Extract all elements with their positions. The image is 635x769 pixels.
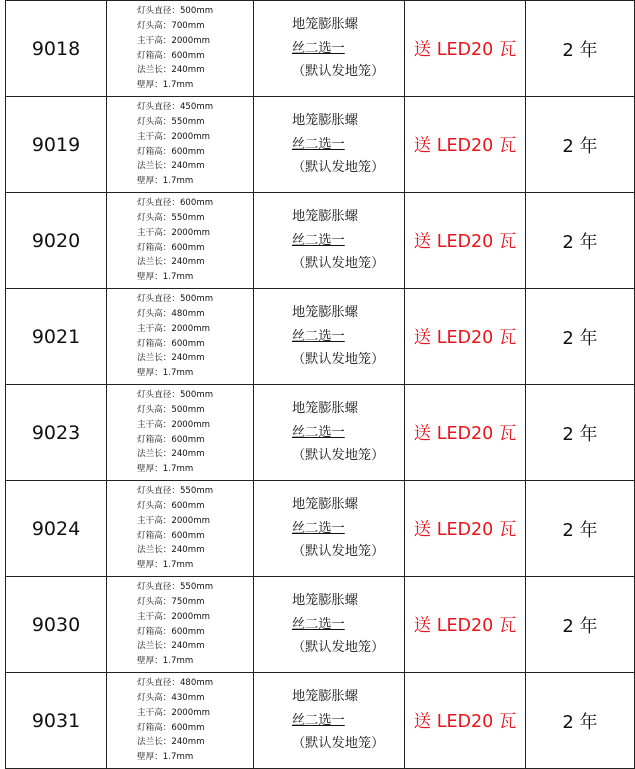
mounting-option-line: （默认发地笼） (292, 64, 385, 80)
gift-offer: 送 LED20 瓦 (405, 1, 526, 97)
mounting-option-line: 地笼膨胀螺 (292, 497, 358, 513)
model-number: 9030 (6, 577, 107, 673)
spec-line: 灯头高：600mm (137, 500, 205, 511)
mounting-option (254, 193, 405, 289)
spec-line: 灯头直径：500mm (137, 6, 214, 17)
mounting-option-line: 地笼膨胀螺 (292, 113, 358, 129)
table-row (6, 289, 635, 385)
mounting-option (254, 481, 405, 577)
spec-line: 主干高：2000mm (137, 515, 210, 526)
table-body (6, 1, 635, 769)
model-number: 9021 (6, 289, 107, 385)
model-number: 9018 (6, 1, 107, 97)
warranty-period: 2 年 (526, 577, 635, 673)
gift-offer: 送 LED20 瓦 (405, 385, 526, 481)
table-row (6, 577, 635, 673)
warranty-period: 2 年 (526, 1, 635, 97)
mounting-option-line: 地笼膨胀螺 (292, 689, 358, 705)
spec-line: 灯箱高：600mm (137, 146, 205, 157)
gift-offer: 送 LED20 瓦 (405, 193, 526, 289)
spec-line: 灯箱高：600mm (137, 530, 205, 541)
spec-line: 灯头直径：500mm (137, 390, 214, 401)
spec-line: 灯头直径：600mm (137, 198, 214, 209)
spec-list (107, 289, 254, 385)
spec-list (107, 577, 254, 673)
spec-line: 灯头高：430mm (137, 692, 205, 703)
mounting-option-line: 丝二选一 (292, 424, 345, 440)
mounting-option (254, 1, 405, 97)
mounting-option-line: 地笼膨胀螺 (292, 401, 358, 417)
mounting-option-line: 丝二选一 (292, 232, 345, 248)
model-number: 9020 (6, 193, 107, 289)
mounting-option-line: 地笼膨胀螺 (292, 593, 358, 609)
mounting-option-line: （默认发地笼） (292, 160, 385, 176)
mounting-option-line: 地笼膨胀螺 (292, 17, 358, 33)
spec-list (107, 673, 254, 769)
spec-list (107, 481, 254, 577)
spec-line: 灯箱高：600mm (137, 626, 205, 637)
spec-line: 法兰长：240mm (137, 161, 205, 172)
spec-list (107, 97, 254, 193)
model-number: 9024 (6, 481, 107, 577)
model-number: 9023 (6, 385, 107, 481)
spec-line: 灯箱高：600mm (137, 242, 205, 253)
spec-line: 灯箱高：600mm (137, 722, 205, 733)
spec-line: 主干高：2000mm (137, 131, 210, 142)
model-number: 9031 (6, 673, 107, 769)
mounting-option-line: 地笼膨胀螺 (292, 209, 358, 225)
spec-line: 灯头直径：480mm (137, 678, 214, 689)
spec-line: 灯头高：750mm (137, 596, 205, 607)
warranty-period: 2 年 (526, 289, 635, 385)
product-spec-table (5, 0, 635, 769)
spec-line: 壁厚：1.7mm (137, 80, 194, 91)
spec-list (107, 385, 254, 481)
spec-line: 灯箱高：600mm (137, 434, 205, 445)
spec-line: 壁厚：1.7mm (137, 176, 194, 187)
mounting-option-line: 丝二选一 (292, 136, 345, 152)
warranty-period: 2 年 (526, 673, 635, 769)
spec-list (107, 1, 254, 97)
spec-line: 法兰长：240mm (137, 737, 205, 748)
spec-line: 法兰长：240mm (137, 353, 205, 364)
spec-line: 壁厚：1.7mm (137, 560, 194, 571)
spec-line: 法兰长：240mm (137, 65, 205, 76)
spec-line: 壁厚：1.7mm (137, 464, 194, 475)
warranty-period: 2 年 (526, 97, 635, 193)
spec-line: 壁厚：1.7mm (137, 656, 194, 667)
spec-line: 灯头直径：550mm (137, 486, 214, 497)
mounting-option-line: （默认发地笼） (292, 736, 385, 752)
spec-line: 壁厚：1.7mm (137, 272, 194, 283)
gift-offer: 送 LED20 瓦 (405, 97, 526, 193)
spec-line: 灯箱高：600mm (137, 338, 205, 349)
spec-line: 主干高：2000mm (137, 419, 210, 430)
spec-line: 灯头高：500mm (137, 404, 205, 415)
gift-offer: 送 LED20 瓦 (405, 577, 526, 673)
spec-line: 灯头高：700mm (137, 20, 205, 31)
mounting-option-line: （默认发地笼） (292, 544, 385, 560)
warranty-period: 2 年 (526, 385, 635, 481)
gift-offer: 送 LED20 瓦 (405, 289, 526, 385)
spec-line: 壁厚：1.7mm (137, 752, 194, 763)
mounting-option (254, 97, 405, 193)
mounting-option-line: （默认发地笼） (292, 352, 385, 368)
spec-line: 灯头直径：450mm (137, 102, 214, 113)
mounting-option-line: 地笼膨胀螺 (292, 305, 358, 321)
table-row (6, 1, 635, 97)
spec-line: 主干高：2000mm (137, 227, 210, 238)
table-row (6, 673, 635, 769)
table-row (6, 193, 635, 289)
spec-line: 灯头高：550mm (137, 116, 205, 127)
mounting-option-line: （默认发地笼） (292, 256, 385, 272)
spec-line: 法兰长：240mm (137, 257, 205, 268)
spec-line: 法兰长：240mm (137, 641, 205, 652)
mounting-option-line: 丝二选一 (292, 328, 345, 344)
spec-line: 主干高：2000mm (137, 707, 210, 718)
spec-line: 灯头高：480mm (137, 308, 205, 319)
mounting-option (254, 577, 405, 673)
spec-line: 灯箱高：600mm (137, 50, 205, 61)
mounting-option-line: 丝二选一 (292, 616, 345, 632)
spec-line: 主干高：2000mm (137, 611, 210, 622)
gift-offer: 送 LED20 瓦 (405, 673, 526, 769)
mounting-option (254, 289, 405, 385)
spec-line: 壁厚：1.7mm (137, 368, 194, 379)
spec-list (107, 193, 254, 289)
mounting-option-line: 丝二选一 (292, 520, 345, 536)
spec-line: 法兰长：240mm (137, 545, 205, 556)
mounting-option-line: 丝二选一 (292, 712, 345, 728)
mounting-option-line: （默认发地笼） (292, 448, 385, 464)
warranty-period: 2 年 (526, 193, 635, 289)
mounting-option (254, 673, 405, 769)
table-row (6, 97, 635, 193)
model-number: 9019 (6, 97, 107, 193)
mounting-option-line: （默认发地笼） (292, 640, 385, 656)
mounting-option (254, 385, 405, 481)
spec-line: 灯头直径：500mm (137, 294, 214, 305)
spec-line: 灯头直径：550mm (137, 582, 214, 593)
mounting-option-line: 丝二选一 (292, 40, 345, 56)
spec-line: 法兰长：240mm (137, 449, 205, 460)
spec-line: 主干高：2000mm (137, 35, 210, 46)
spec-line: 主干高：2000mm (137, 323, 210, 334)
spec-line: 灯头高：550mm (137, 212, 205, 223)
table-row (6, 385, 635, 481)
warranty-period: 2 年 (526, 481, 635, 577)
gift-offer: 送 LED20 瓦 (405, 481, 526, 577)
table-row (6, 481, 635, 577)
